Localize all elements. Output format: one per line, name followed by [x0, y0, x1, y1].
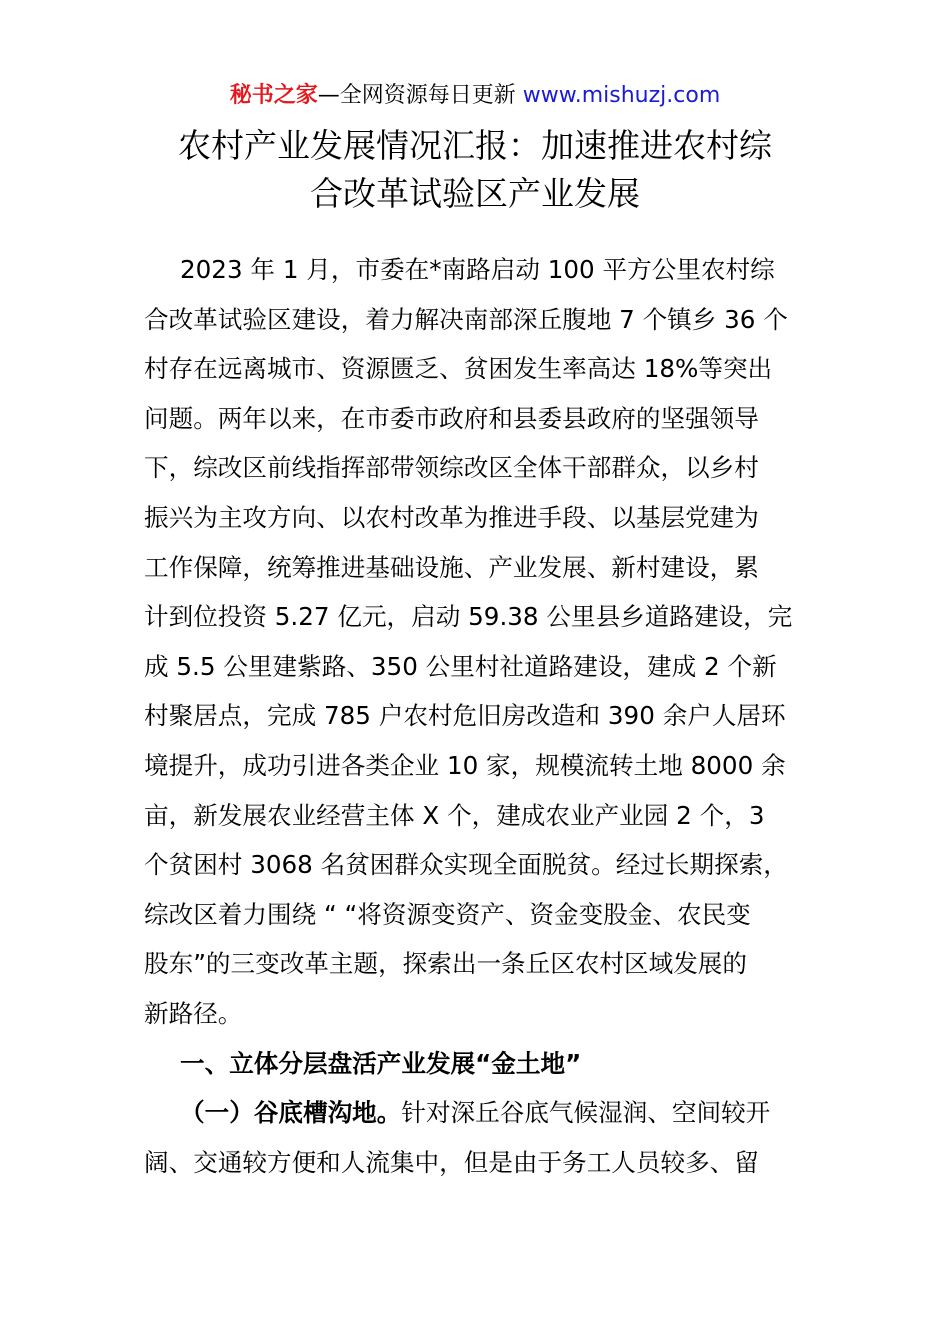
site-tagline: —全网资源每日更新: [317, 83, 523, 108]
paragraph-line: 2023 年 1 月，市委在*南路启动 100 平方公里农村综: [180, 255, 775, 284]
paragraph-line: 工作保障，统筹推进基础设施、产业发展、新村建设，累: [144, 552, 759, 582]
section-heading: 一、立体分层盘活产业发展“金土地”: [180, 1048, 582, 1078]
paragraph-line: 成 5.5 公里建紫路、350 公里村社道路建设，建成 2 个新: [144, 651, 777, 681]
paragraph-line: 下，综改区前线指挥部带领综改区全体干部群众，以乡村: [144, 453, 759, 483]
paragraph-line: 振兴为主攻方向、以农村改革为推进手段、以基层党建为: [144, 502, 759, 532]
site-url-link[interactable]: www.mishuzj.com: [522, 83, 721, 108]
site-brand: 秘书之家: [229, 83, 318, 108]
paragraph-line: 计到位投资 5.27 亿元，启动 59.38 公里县乡道路建设，完: [144, 602, 793, 632]
paragraph-line: [144, 1088, 814, 1138]
document-title: [0, 122, 950, 218]
title-line-2: 合改革试验区产业发展: [310, 174, 640, 213]
paragraph-line: 亩，新发展农业经营主体 X 个，建成农业产业园 2 个，3: [144, 800, 765, 830]
paragraph-line: 个贫困村 3068 名贫困群众实现全面脱贫。经过长期探索，: [144, 850, 788, 880]
paragraph-line: 阔、交通较方便和人流集中，但是由于务工人员较多、留: [144, 1147, 759, 1177]
paragraph-line: 村聚居点，完成 785 户农村危旧房改造和 390 余户人居环: [144, 701, 786, 731]
paragraph-line: 村存在远离城市、资源匮乏、贫困发生率高达 18%等突出: [144, 354, 773, 384]
paragraph-line: 股东”的三变改革主题，探索出一条丘区农村区域发展的: [144, 949, 747, 979]
paragraph-line: 问题。两年以来，在市委市政府和县委县政府的坚强领导: [144, 403, 759, 433]
paragraph-line: 合改革试验区建设，着力解决南部深丘腹地 7 个镇乡 36 个: [144, 304, 788, 334]
subsection-heading: （一）谷底槽沟地。: [180, 1098, 402, 1128]
site-header: [0, 80, 950, 112]
paragraph-line: 境提升，成功引进各类企业 10 家，规模流转土地 8000 余: [144, 750, 786, 780]
document-body: [144, 245, 814, 1187]
subsection-paragraph: [144, 1088, 814, 1187]
title-line-1: 农村产业发展情况汇报：加速推进农村综: [178, 126, 772, 165]
paragraph-intro: [144, 245, 814, 1039]
paragraph-line: 综改区着力围绕 “ “将资源变资产、资金变股金、农民变: [144, 899, 751, 929]
paragraph-line: 新路径。: [144, 998, 243, 1028]
subsection-text: 针对深丘谷底气候湿润、空间较开: [401, 1098, 771, 1128]
